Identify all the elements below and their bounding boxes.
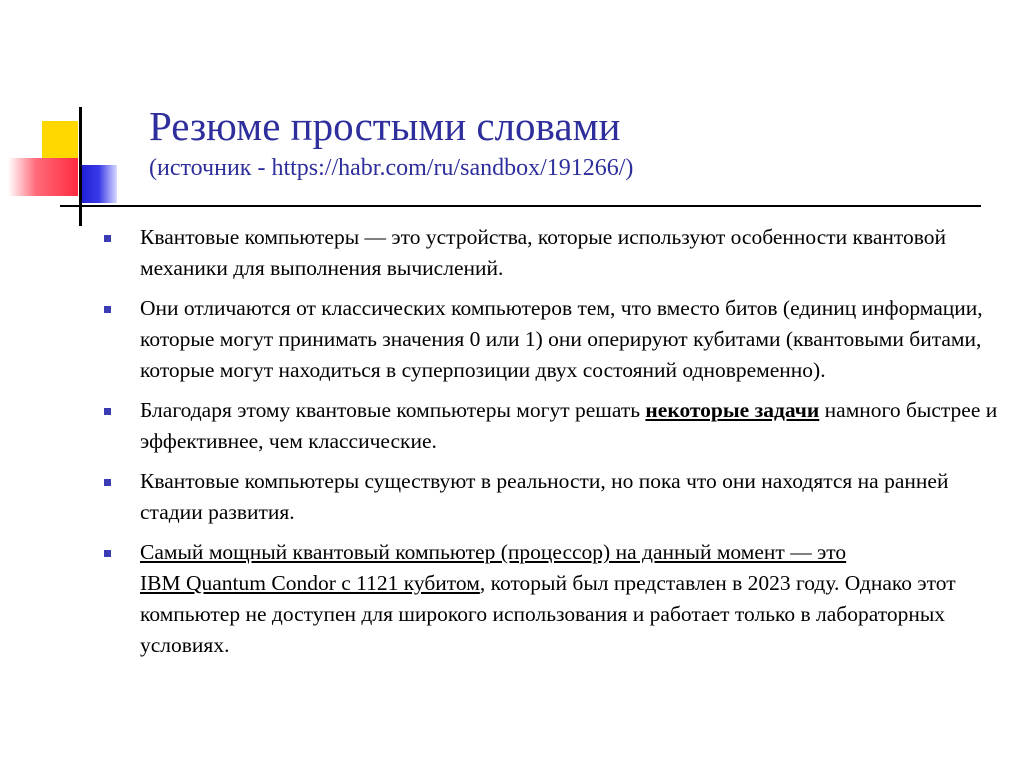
blue-square-decoration: [81, 165, 117, 203]
bullet-text: Квантовые компьютеры существуют в реальности, но пока что они находятся на ранней стадии развития.: [140, 469, 949, 524]
bullet-item: [104, 293, 1004, 386]
title-main: Резюме простыми словами: [149, 103, 621, 149]
bullet-square-icon: [104, 306, 111, 313]
bullet-text: , который был представлен в 2023 году. Однако этот компьютер не доступен для широкого использования и работает только в лабораторных условиях.: [140, 571, 956, 657]
vertical-rule: [79, 107, 82, 226]
bullet-square-icon: [104, 479, 111, 486]
link-most-powerful-computer[interactable]: Самый мощный квантовый компьютер (процессор) на данный момент — это: [140, 540, 847, 564]
bullet-text: Они отличаются от классических компьютеров тем, что вместо битов (единиц информации, которые могут принимать значения 0 или 1) они оперируют кубитами (квантовыми битами, которые могут находиться в суперпозиции двух состояний одновременно).: [140, 296, 983, 382]
title-divider: [60, 205, 981, 207]
red-gradient-decoration: [8, 158, 78, 196]
bullet-list: [104, 222, 1004, 670]
bullet-square-icon: [104, 235, 111, 242]
bullet-square-icon: [104, 550, 111, 557]
bullet-square-icon: [104, 408, 111, 415]
bullet-text: Квантовые компьютеры — это устройства, которые используют особенности квантовой механики для выполнения вычислений.: [140, 225, 946, 280]
bullet-item: [104, 466, 1004, 528]
bullet-item: [104, 537, 1004, 661]
decorative-corner-graphic: [0, 0, 160, 240]
bullet-text: намного быстрее и эффективнее, чем классические.: [140, 398, 998, 453]
bullet-item: [104, 222, 1004, 284]
slide-title: [149, 104, 989, 181]
link-ibm-quantum-condor[interactable]: IBM Quantum Condor с 1121 кубитом: [140, 571, 480, 595]
link-some-tasks[interactable]: некоторые задачи: [645, 398, 820, 422]
bullet-text: Благодаря этому квантовые компьютеры могут решать: [140, 398, 646, 422]
title-source: (источник - https://habr.com/ru/sandbox/191266/): [149, 155, 634, 182]
yellow-square-decoration: [42, 121, 78, 161]
bullet-item: [104, 395, 1004, 457]
